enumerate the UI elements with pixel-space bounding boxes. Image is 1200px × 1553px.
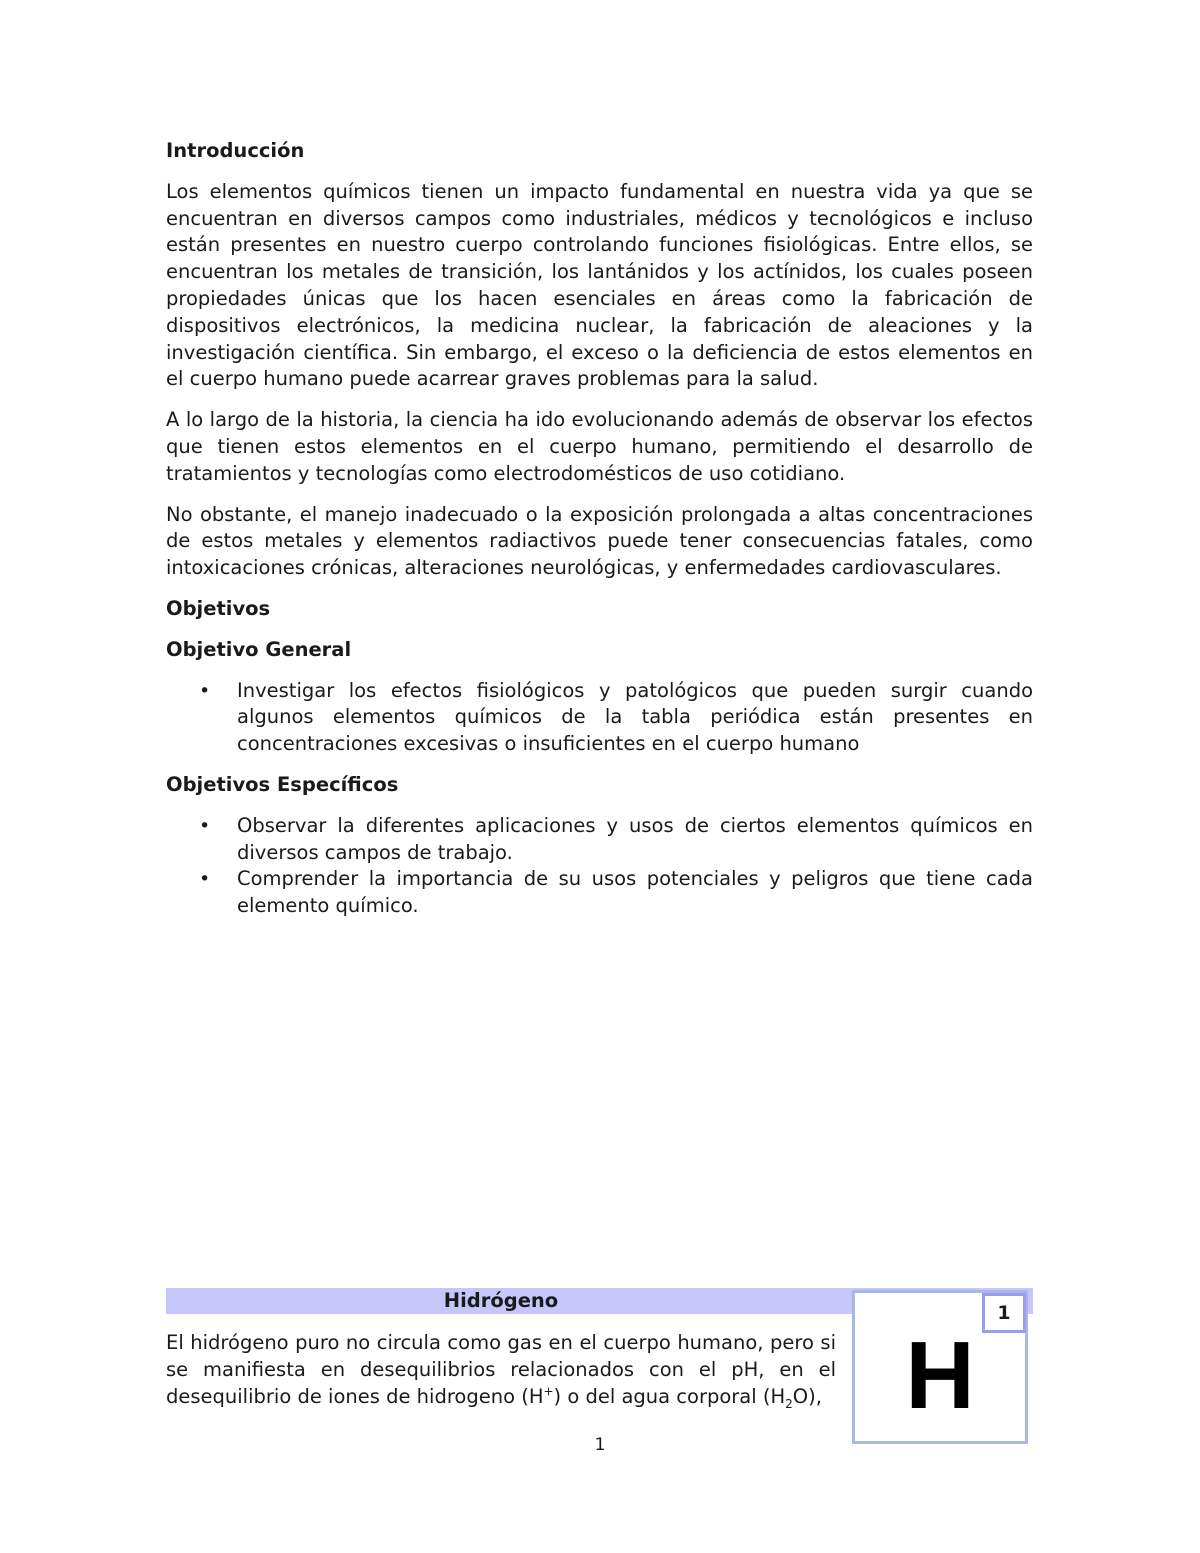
bullet-icon: • [199, 814, 211, 837]
list-item-text: Comprender la importancia de su usos potenciales y peligros que tiene cada elemento químico. [237, 867, 1033, 918]
hydrogen-text-1: El hidrógeno puro no circula como gas en el cuerpo humano, pero si se manifiesta en desequilibrios relacionados con el pH, en el desequilibrio de iones de hidrogeno (H [166, 1331, 836, 1408]
list-item-text: Observar la diferentes aplicaciones y usos de ciertos elementos químicos en diversos campos de trabajo. [237, 813, 1033, 864]
list-item [166, 866, 1033, 920]
hydrogen-ion-charge: + [543, 1384, 554, 1399]
list-item [166, 813, 1033, 867]
specific-objectives-heading: Objetivos Específicos [166, 772, 399, 796]
intro-heading: Introducción [166, 139, 305, 162]
list-item [166, 678, 1033, 758]
hydrogen-paragraph [166, 1330, 836, 1410]
bullet-icon: • [199, 868, 211, 891]
hydrogen-section-title: Hidrógeno [443, 1289, 559, 1312]
objectives-heading: Objetivos [166, 596, 271, 620]
intro-paragraph-2: A lo largo de la historia, la ciencia ha ido evolucionando además de observar los efectos que tienen estos elementos en el cuerpo humano, permitiendo el desarrollo de tratamientos y tecnologías como electrodomésticos de uso cotidiano. [166, 408, 1033, 485]
general-objective-heading: Objetivo General [166, 637, 352, 661]
page-number: 1 [594, 1435, 606, 1455]
hydrogen-text-2: ) o del agua corporal (H [553, 1384, 786, 1408]
hydrogen-text-3: O), [792, 1384, 822, 1408]
document-body [166, 138, 1033, 934]
element-symbol: H [905, 1322, 975, 1429]
bullet-icon: • [199, 679, 211, 702]
intro-paragraph-3: No obstante, el manejo inadecuado o la exposición prolongada a altas concentraciones de estos metales y elementos radiactivos puede tener consecuencias fatales, como intoxicaciones crónicas, alteraciones neurológicas, y enfermedades cardiovasculares. [166, 502, 1033, 580]
list-item-text: Investigar los efectos fisiológicos y patológicos que pueden surgir cuando algunos elementos químicos de la tabla periódica están presentes en concentraciones excesivas o insuficientes en el cuerpo humano [237, 678, 1033, 756]
general-objective-list [166, 678, 1033, 758]
atomic-number: 1 [982, 1293, 1026, 1333]
intro-paragraph-1: Los elementos químicos tienen un impacto fundamental en nuestra vida ya que se encuentran en diversos campos como industriales, médicos y tecnológicos e incluso están presentes en nuestro cuerpo controlando funciones fisiológicas. Entre ellos, se encuentran los metales de transición, los lantánidos y los actínidos, los cuales poseen propiedades únicas que los hacen esenciales en áreas como la fabricación de dispositivos electrónicos, la medicina nuclear, la fabricación de aleaciones y la investigación científica. Sin embargo, el exceso o la deficiencia de estos elementos en el cuerpo humano puede acarrear graves problemas para la salud. [166, 179, 1033, 391]
hydrogen-element-tile [852, 1290, 1028, 1444]
specific-objectives-list [166, 813, 1033, 920]
water-subscript: 2 [785, 1396, 793, 1411]
